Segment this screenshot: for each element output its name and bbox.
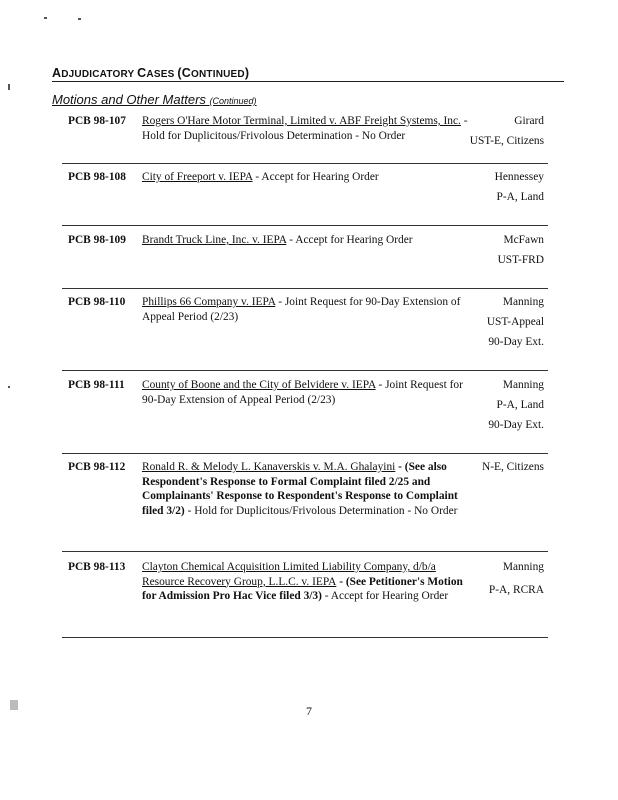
case-number: PCB 98-110	[68, 296, 126, 308]
case-caption: Ronald R. & Melody L. Kanaverskis v. M.A. Ghalayini	[142, 461, 396, 473]
case-type: P-A, RCRA	[488, 584, 544, 596]
case-action: - Joint Request for 90-Day Extension of Appeal Period (2/23)	[142, 296, 461, 323]
case-type: UST-FRD	[497, 254, 544, 266]
subsection-header: Motions and Other Matters (Continued)	[52, 92, 257, 107]
case-caption: Brandt Truck Line, Inc. v. IEPA	[142, 234, 287, 246]
case-action: - Accept for Hearing Order	[286, 234, 413, 246]
case-caption: County of Boone and the City of Belvidere v. IEPA	[142, 379, 376, 391]
case-action: - Joint Request for 90-Day Extension of Appeal Period (2/23)	[142, 379, 463, 406]
case-number: PCB 98-113	[68, 561, 126, 573]
case-description	[142, 114, 474, 143]
case-action: - Accept for Hearing Order	[252, 171, 379, 183]
case-description	[142, 378, 474, 407]
case-assignment	[464, 233, 544, 273]
case-type: P-A, Land	[496, 399, 544, 411]
entry-divider	[62, 288, 548, 289]
case-note: - (See Petitioner's Motion for Admission Pro Hac Vice filed 3/3)	[142, 575, 463, 602]
case-caption: Clayton Chemical Acquisition Limited Liability Company, d/b/a Resource Recovery Group, L.L.C. v. IEPA	[142, 561, 436, 588]
case-type: UST-Appeal	[486, 316, 544, 328]
case-assignment	[464, 295, 544, 355]
entry-divider	[62, 163, 548, 164]
section-header: ADJUDICATORY CASES (CONTINUED)	[52, 66, 250, 80]
entry-divider	[62, 225, 548, 226]
case-assignment	[464, 378, 544, 438]
header-rule	[52, 81, 564, 82]
page-number: 7	[306, 704, 312, 718]
case-description	[142, 460, 474, 518]
scan-speck	[78, 18, 81, 20]
case-action: - Hold for Duplicitous/Frivolous Determination - No Order	[142, 115, 468, 142]
case-assignment	[464, 114, 544, 154]
case-extension: 90-Day Ext.	[488, 419, 544, 431]
case-caption: Rogers O'Hare Motor Terminal, Limited v. ABF Freight Systems, Inc.	[142, 115, 461, 127]
case-caption: City of Freeport v. IEPA	[142, 171, 253, 183]
board-member: McFawn	[503, 234, 544, 246]
board-member: Manning	[502, 296, 544, 308]
case-extension: 90-Day Ext.	[488, 336, 544, 348]
case-description	[142, 560, 474, 604]
board-member: Manning	[502, 561, 544, 573]
board-member: Girard	[514, 115, 544, 127]
board-member: Hennessey	[494, 171, 544, 183]
case-assignment	[464, 460, 544, 480]
entry-divider	[62, 453, 548, 454]
case-description	[142, 295, 474, 324]
case-number: PCB 98-112	[68, 461, 126, 473]
board-member: Manning	[502, 379, 544, 391]
scan-speck	[8, 84, 10, 90]
case-description	[142, 170, 474, 185]
scan-speck	[44, 17, 47, 19]
case-assignment	[464, 560, 544, 603]
case-number: PCB 98-111	[68, 379, 125, 391]
case-description	[142, 233, 474, 248]
scan-speck	[8, 386, 10, 388]
case-number: PCB 98-107	[68, 115, 126, 127]
entry-divider	[62, 637, 548, 638]
case-assignment	[464, 170, 544, 210]
case-number: PCB 98-108	[68, 171, 126, 183]
case-action: - Hold for Duplicitous/Frivolous Determination - No Order	[184, 504, 458, 517]
entry-divider	[62, 551, 548, 552]
case-type: UST-E, Citizens	[469, 135, 544, 147]
case-caption: Phillips 66 Company v. IEPA	[142, 296, 276, 308]
case-type: P-A, Land	[496, 191, 544, 203]
case-type: N-E, Citizens	[481, 461, 544, 473]
entry-divider	[62, 370, 548, 371]
case-note: - (See also Respondent's Response to Formal Complaint filed 2/25 and Complainants' Response to Respondent's Response to Complaint filed 3/2)	[142, 461, 458, 517]
case-action: - Accept for Hearing Order	[321, 590, 449, 602]
case-number: PCB 98-109	[68, 234, 126, 246]
